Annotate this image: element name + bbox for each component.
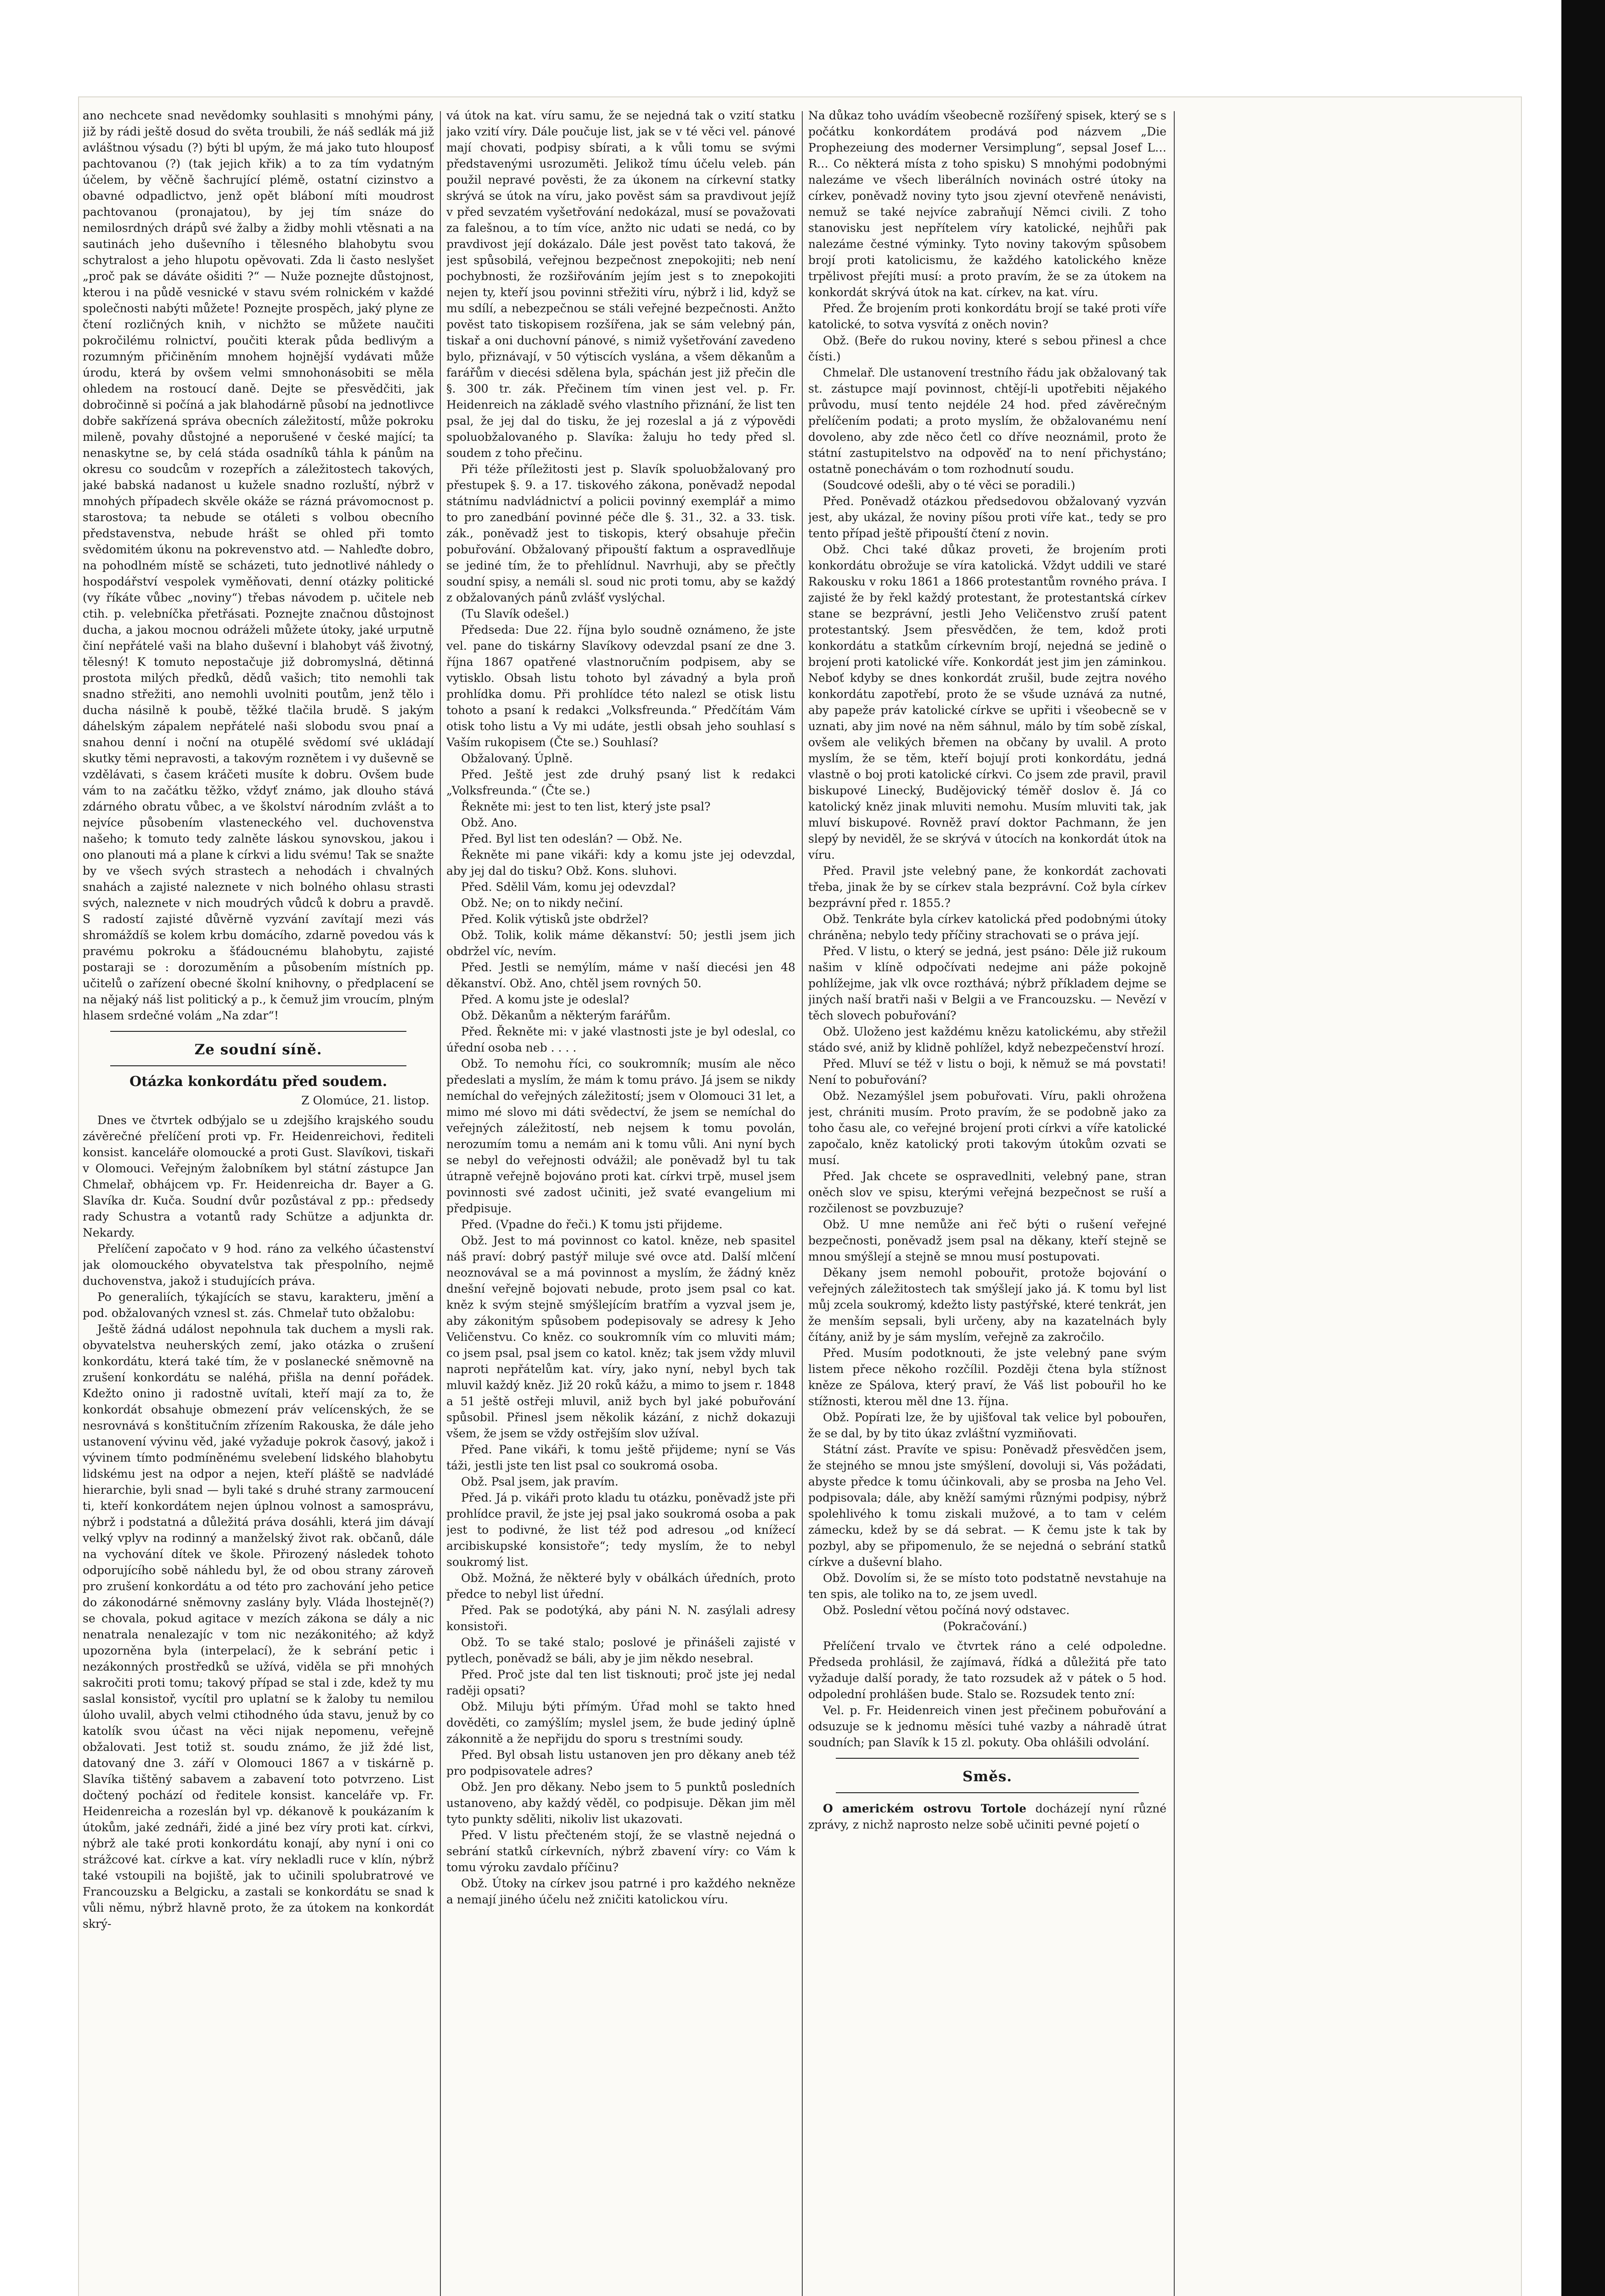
column-divider <box>802 111 803 2296</box>
article-text: Při téže příležitosti jest p. Slavík spoluobžalovaný pro přestupek §. 9. a 17. tiskového zákona, poněvadž nepodal státnímu nadvládnictví a policii povinný exemplář a mimo to pro zanedbání povinné péče dle §. 31., 32. a 33. tisk. zák., poněvadž jest to tiskopis, který obsahuje přečin pobuřování. Obžalovaný připouští faktum a ospravedlňuje se jediné tím, že to přehlídnul. Navrhuji, aby se přečtly soudní spisy, a nemáli sl. soud nic proti tomu, aby se každý z obžalovaných pánů zvlášť vyslýchal. <box>446 462 795 604</box>
article-lead: O americkém ostrovu Tortole <box>823 1802 1026 1815</box>
section-divider <box>110 1065 406 1066</box>
column-3 <box>808 107 1166 2296</box>
dialogue-line: Obž. U mne nemůže ani řeč býti o rušení veřejné bezpečnosti, poněvadž jsem psal na děkany, kteří stejně se mnou smýšlejí a stejně se mnou musí postupovati. <box>808 1218 1166 1263</box>
column-1 <box>83 107 434 2296</box>
dialogue-line: Obž. Psal jsem, jak pravím. <box>461 1475 619 1488</box>
dialogue-line: Obž. Jen pro děkany. Nebo jsem to 5 punktů posledních ustanoveno, aby každý věděl, co podpisuje. Děkan jim měl tyto punkty sděliti, nikoliv list ukazovati. <box>446 1780 795 1826</box>
dialogue-line: Státní zást. Pravíte ve spisu: Poněvadž přesvědčen jsem, že stejného se mnou jste smýšlení, dovoluji si, Vás požádati, abyste předce k tomu účinkovali, aby se prosba na Jeho Vel. podpisovala; dále, aby kněží samými různými podpisy, nýbrž spolehlivého k tomu ziskali mužové, a to tam v celém zámecku, kdež by se dá sebrat. — K čemu jste k tak by pozbyl, aby se připomenulo, že se nejedná o sebrání statků církve a duševní blaho. <box>808 1443 1166 1569</box>
dialogue-line: Obž. Děkanům a některým farářům. <box>461 1009 671 1022</box>
section-divider <box>836 1792 1139 1793</box>
dialogue-line: Řekněte mi: jest to ten list, který jste psal? <box>461 800 711 813</box>
dialogue-line: Předseda: Due 22. října bylo soudně oznámeno, že jste vel. pane do tiskárny Slavíkovy odevzdal psaní ze dne 3. října 1867 opatřené vlastnoručním podpisem, aby se vytisklo. Obsah listu tohoto byl závadný a byla proň prohlídka domu. Při prohlídce této nalezl se otisk listu tohoto a psaní k redakci „Volksfreunda.“ Předčítám Vám otisk toho listu a Vy mi udáte, jestli obsah jeho souhlasí s Vaším rukopisem (Čte se.) Souhlasí? <box>446 623 795 749</box>
dialogue-line: Obž. Nezamýšlel jsem pobuřovati. Víru, pakli ohrožena jest, chrániti musím. Proto pravím, že se podobně jako za toho času ale, co veřejné brojení proti církvi a víře katolické započalo, kněz katolický proti takovým útokům ozvati se musí. <box>808 1089 1166 1167</box>
article-headline: Otázka konkordátu před soudem. <box>129 1074 388 1090</box>
dialogue-line: Před. Byl obsah listu ustanoven jen pro děkany aneb též pro podpisovatele adres? <box>446 1748 795 1778</box>
article-text: (Tu Slavík odešel.) <box>461 607 569 620</box>
dialogue-line: Před. Sdělil Vám, komu jej odevzdal? <box>461 880 676 894</box>
dialogue-line: Obž. Miluju býti přímým. Úřad mohl se takto hned dověděti, co zamýšlím; myslel jsem, že bude jediný úplně zákonnitě a že nepřijdu do sporu s trestními soudy. <box>446 1700 795 1745</box>
dialogue-line: Před. Já p. vikáři proto kladu tu otázku, poněvadž jste při prohlídce pravil, že jste jej psal jako soukromá osoba a pak jest to podivné, že list též pod adresou „od knížecí arcibiskupské konsistoře“; tedy myslím, že to nebyl soukromý list. <box>446 1491 795 1569</box>
article-text: Dnes ve čtvrtek odbýjalo se u zdejšího krajského soudu závěrečné přelíčení proti vp. Fr. Heidenreichovi, řediteli konsist. kanceláře olomoucké a proti Gust. Slavíkovi, tiskaři v Olomouci. Veřejným žalobníkem byl státní zástupce Jan Chmelař, obhájcem vp. Fr. Heidenreicha dr. Bayer a G. Slavíka dr. Kuča. Soudní dvůr pozůstával z pp.: předsedy rady Schustra a votantů rady Schütze a adjunkta dr. Nekardy. <box>83 1114 434 1239</box>
dialogue-line: Obž. To nemohu říci, co soukromník; musím ale něco předeslati a myslím, že mám k tomu právo. Já jsem se nikdy nemíchal do veřejných záležitostí; jsem v Olomouci 31 let, a mimo mé slovo mi dáti svědectví, že jsem se nemíchal do veřejných záležitostí, neb nejsem k tomu povolán, nerozumím tomu a nemám ani k tomu vůli. Ani nyní bych se nebyl do veřejnosti odvážil; ale poněvadž byl tu tak útrapně veřejně bojováno proti kat. církvi trpě, musel jsem povinnosti své zadost učiniti, jež svaté evangelium mi předpisuje. <box>446 1057 795 1215</box>
dialogue-line: Obž. Tenkráte byla církev katolická před podobnými útoky chráněna; nebylo tedy příčiny strachovati se o práva její. <box>808 912 1166 942</box>
dialogue-line: Chmelař. Dle ustanovení trestního řádu jak obžalovaný tak st. zástupce mají povinnost, chtějí-li upotřebiti nějakého průvodu, musí tento nejdéle 24 hod. před závěrečným přelíčením podati; a proto myslím, že obžalovanému není dovoleno, aby zde něco četl co dříve neoznámil, proto že státní zastupitelstvo na odpověď na to není přichystáno; ostatně ponechávám o tom rozhodnutí soudu. <box>808 366 1166 476</box>
dialogue-line: Obž. Uloženo jest každému knězu katolickému, aby střežil stádo své, aniž by klidně pohlížel, když nebezpečenství hrozí. <box>808 1025 1166 1054</box>
dialogue-line: Obž. Ano. <box>461 816 518 829</box>
dialogue-line: Obžalovaný. Úplně. <box>461 752 573 765</box>
article-text: Na důkaz toho uvádím všeobecně rozšířený spisek, který se s počátku konkordátem prodává pod názvem „Die Prophezeiung des moderner Versimplung“, sepsal Josef L… R… Co některá místa z toho spisku) S mnohými podobnými nalezáme ve všech liberálních novinách ostré útoky na církev, poněvadž noviny tyto jsou zjevní otevřeně nenávisti, nemuž se také nejvíce zabraňují Němci civili. Z toho stanovisku jest nepřítelem víry katolické, nejhůři pak nalezáme čestné výminky. Tyto noviny takovým spůsobem brojí proti katolicismu, že každého katolického kněze trpělivost přejíti musí: a proto pravím, že se za útokem na konkordát skrývá útok na kat. církev, na kat. víru. <box>808 109 1166 299</box>
dialogue-line: Před. Mluví se též v listu o boji, k němuž se má povstati! Není to pobuřování? <box>808 1057 1166 1086</box>
section-heading: Ze soudní síně. <box>194 1041 322 1058</box>
dialogue-line: Před. Byl list ten odeslán? — Obž. Ne. <box>461 832 682 845</box>
article-dateline: Z Olomúce, 21. listop. <box>301 1094 429 1107</box>
dialogue-line: (Soudcové odešli, aby o té věci se poradili.) <box>823 478 1076 492</box>
dialogue-line: Před. Ještě jest zde druhý psaný list k redakci „Volksfreunda.“ (Čte se.) <box>446 768 795 797</box>
article-text: Vel. p. Fr. Heidenreich vinen jest přečinem pobuřování a odsuzuje se k jednomu měsíci tuhé vazby a náhradě útrat soudních; pan Slavík k 15 zl. pokuty. Oba ohlášili odvolání. <box>808 1704 1166 1749</box>
dialogue-line: Obž. Chci také důkaz proveti, že brojením proti konkordátu obrožuje se víra katolická. Vždyt uddili ve staré Rakousku v roku 1861 a 1866 protestantům rovného práva. I zajisté že by řekl každý protestant, že protestantská církev stane se bezprávní, jestli Jeho Veličenstvo zruší patent protestantský. Jsem přesvědčen, že tem, kdož proti konkordátu a statkům církevním brojí, nejedná se jedině o brojení proti katolické víře. Konkordát jest jim jen záminkou. Neboť kdyby se dnes konkordát zrušil, bude zejtra nového konkordátu zapotřebí, proto že se všude uznává za nutné, aby papeže práv katolické církve se upřiti i všeobecně se v uznati, aby jim nové na něm sáhnul, málo by tím sobě získal, ovšem ale velikých břemen na občany by uvalil. A proto myslím, že se těm, kteří bojují proti konkordátu, jedná vlastně o boj proti katolické církvi. Co jsem zde pravil, pravil biskupové Linecký, Budějovický téměř doslov ě. Já co katolický kněz jinak mluviti nemohu. Musím mluviti tak, jak mluví biskupové. Rovněž praví doktor Pachmann, že jen slepý by neviděl, že se skrývá v útocích na konkordát útok na víru. <box>808 543 1166 861</box>
dialogue-line: Před. Pak se podotýká, aby páni N. N. zasýlali adresy konsistoři. <box>446 1604 795 1633</box>
dialogue-line: Obž. Poslední větou počíná nový odstavec. <box>823 1604 1070 1617</box>
dialogue-line: Před. Proč jste dal ten list tisknouti; proč jste jej nedal raději opsati? <box>446 1668 795 1697</box>
article-text: vá útok na kat. víru samu, že se nejedná tak o vzití statku jako vzití víry. Dále poučuje list, jak se v té věci vel. pánové mají chovati, podpisy sbírati, a k vůli tomu se svými představenými usrozuměti. Jelikož tímu účelu veleb. pán použil nepravé pověsti, že za úkonem na církevní statky skrývá se útok na víru, jako pověst sám sa pravdivout jejíž v před sevzatém vyšetřování nedokázal, musí se považovati za falešnou, a to tím více, anžto nic udati se nedá, co by pravdivost její dokázalo. Dále jest pověst tato taková, že jest spůsobilá, veřejnou bezpečnost znepokojiti; neb není pochybnosti, že rozšiřováním jejím jest s to znepokojiti nejen ty, kteří jsou povinni střežiti víru, nýbrž i lid, když se mu sdílí, a nebezpečnou se stáli veřejné bezpečnosti. Anžto pověst tato tiskopisem rozšířena, jak se sám velebný pán, tiskař a oni duchovní pánové, s nimiž vyšetřování zavedeno bylo, přiznávají, v 50 výtiscích vyslána, a všem děkanům a farářům v diecési sdělena byla, spáchán jest již přečin dle §. 300 tr. zák. Přečinem tím vinen jest vel. p. Fr. Heidenreich na základě svého vlastního přiznání, že list ten psal, že jej dal do tisku, že jej rozeslal a já z výpovědi spoluobžalovaného p. Slavíka: žaluju ho tedy před sl. soudem z toho přečinu. <box>446 109 795 460</box>
column-divider <box>440 111 441 2296</box>
dialogue-line: Řekněte mi pane vikáři: kdy a komu jste jej odevzdal, aby jej dal do tisku? Obž. Kons. sluhovi. <box>446 848 795 878</box>
dialogue-line: Před. Řekněte mi: v jaké vlastnosti jste je byl odeslal, co úřední osoba neb . . . . <box>446 1025 795 1054</box>
dialogue-line: Děkany jsem nemohl pobouřit, protože bojování o veřejných záležitostech tak smýšlejí jako já. K tomu byl list můj zcela soukromý, kdežto listy pastýřské, které tenkrát, jen že menším sepsali, byli určeny, aby na kazatelnách byly čítány, aniž by je sám myslím, veřejně za zakročilo. <box>808 1266 1166 1344</box>
dialogue-line: Obž. (Beře do rukou noviny, které s sebou přinesl a chce čísti.) <box>808 334 1166 363</box>
dialogue-line: Před. V listu, o který se jedná, jest psáno: Děle již rukoum našim v klíně odpočívati nedejme ani páže pokojně pohlížejme, jak vlk ovce rozthává; nýbrž příkladem dejme se jiných naší bratři naši v Belgii a ve Francouzsku. — Nevězí v těch slovech pobuřování? <box>808 945 1166 1022</box>
section-heading: Směs. <box>962 1768 1013 1785</box>
article-text <box>808 1801 1166 1833</box>
dialogue-line: Před. Jak chcete se ospravedlniti, velebný pane, stran oněch slov ve spisu, kterými veřejná bezpečnost se ruší a rozčilenost se povzbuzuje? <box>808 1170 1166 1215</box>
section-divider <box>110 1031 406 1032</box>
dialogue-line: Před. Musím podotknouti, že jste velebný pane svým listem přece někoho rozčílil. Později čtena byla stížnost kněze ze Spálova, který praví, že Váš list pobouřil ho ke stížnosti, kterou měl dne 13. října. <box>808 1346 1166 1408</box>
dialogue-line: Před. Kolik výtisků jste obdržel? <box>461 912 648 926</box>
dialogue-line: Obž. Útoky na církev jsou patrné i pro každého neknězе a nemají jiného účelu než zničiti katolickou víru. <box>446 1877 795 1906</box>
column-divider <box>1174 111 1175 2296</box>
article-text: Přelíčení započato v 9 hod. ráno za velkého účastenství jak olomouckého obyvatelstva tak přespolního, nejmě duchovenstva, jakož i studujících práva. <box>83 1242 434 1288</box>
dialogue-line: Obž. Možná, že některé byly v obálkách úředních, proto předce to nebyl list úřední. <box>446 1571 795 1601</box>
dialogue-line: Před. A komu jste je odeslal? <box>461 993 630 1006</box>
article-text: Přelíčení trvalo ve čtvrtek ráno a celé odpoledne. Předseda prohlásil, že zajímavá, řídká a důležitá pře tato vyžaduje další porady, že tato rozsudek až v pátek o 5 hod. odpolední prohlášen bude. Stalo se. Rozsudek tento zní: <box>808 1639 1166 1701</box>
article-text-run: docházejí nyní různé zprávy, z nichž naprosto nelze sobě učiniti pevné pojetí o <box>808 1802 1166 1831</box>
dialogue-line: Před. Pravil jste velebný pane, že konkordát zachovati třeba, jinak že by se církev stala bezprávní. Což byla církev bezprávní před r. 1855.? <box>808 864 1166 910</box>
article-text: Po generaliích, týkajících se stavu, karakteru, jmění a pod. obžalovaných vznesl st. zás. Chmelař tuto obžalobu: <box>83 1290 434 1320</box>
article-text: ano nechcete snad nevědomky souhlasiti s mnohými pány, již by rádi ještě dosud do světa troubili, že náš sedlák má již avláštnou výsadu (?) býti bl upým, že má jako tuto hlouposť pachtovanou (?) (tak jejich křik) a to za tím vydatným účelem, by věčně šachrující plémě, ostatní cizinstvo a obavné odpadlictvo, jenž opět bláboní míti moudrost pachtovanou (pronajatou), by jej tím snáze do nemilosrdných drápů své žalby a židby mohli vtěsnati a na sautinách jeho duševního i tělesného blahobytu svou schytralost a jeho hlupotu opěvovati. Zda li často neslyšet „proč pak se dáváte ošiditi ?“ — Nuže poznejte důstojnost, kterou i na půdě vesnické v stavu svém rolnickém v každé společnosti nabýti můžete! Poznejte prospěch, jaký plyne ze čtení rozličných knih, v nichžto se můžete naučiti pokročilému rolnictví, poučiti kterak půda bedlivým a rozumným přičiněním mnohem hojnější vydávati může úrodu, která by ovšem velmi smnohonásobiti se měla ohledem na rostoucí daně. Dejte se přesvědčiti, jak dobročinně si počíná a jak blahodárně působí na jednotlivce dobře sakřízená správa obecních záležitostí, může pokroku mileně, povahy důstojné a neporušené v české mající; ta nenaskytne se, by celá stáda osadníků táhla k pánům na okresu co soudcům v rozepřích a záležitostech takových, jaké babská nadanost u kužele snadno rozluští, nýbrž v mnohých případech skvěle okáže se rázná právomocnost p. starostova; ta nebude se otáleti s volbou obecního představenstva, nebude hrášt se ohled při tomto svědomitém úkonu na pokrevenstvo atd. — Nahleďte dobro, na pohodlném místě se scházeti, tuto jednotlivé náhledy o hospodářství vespolek vyměňovati, denní otázky politické (vy říkáte vůbec „noviny“) třebas návodem p. učitele neb ctih. p. velebníčka přetřásati. Poznejte značnou důstojnost ducha, a jakou mocnou odráželi můžete útoky, jaké urputně činí nepřátelé vaši na blaho duševní i blahobyt váš životný, tělesný! K tomuto nepostačuje již dobromyslná, dětinná prostota milých předků, dědů vašich; tito nemohli tak snadno střežiti, ano nemohli uvolniti poutům, jenž tělo i ducha násilně k poubě, těžké tlačila brudě. S jakým dáhelským zápalem nepřátelé naši slobodu svou pnaí a snahou denní i noční na otupělé svědomí své ukládají skutky těmi nepravosti, a takovým roznětem i vy duševně se vzdělávati, s časem kráčeti musíte k dobru. Ovšem bude vám to na začátku těžko, vždyť známo, jak dlouho stává zdárného obratu vůbec, a ve školství národním zvlášt a to nejvíce působením vlasteneckého vel. duchovenstva našeho; k tomuto tedy zalněte láskou synovskou, jakou i ono planouti má a plane k církvi a lidu svému! Tak se snažte by ve všech svých strastech a nehodách i chvalných snahách a zajisté naleznete v nich bolného ohlasu strasti svých, naleznete v nich moudrých vůdců k dobru a pravdě. S radostí zajisté důvěrně vyzvání zavítají mezi vás shromáždíš se kolem krbu domácího, zdarně povedou vás k pravému pokroku a šťádoucnému blahobytu, zajisté postaraji se : dorozuměním a působením místních pp. učitelů o zařízení obecné školní knihovny, o předplacení se na nějaký náš list politický a p., k čemuž jim vroucím, plným hlasem srdečné volám „Na zdar“! <box>83 109 434 1022</box>
section-divider <box>836 1758 1139 1759</box>
column-2 <box>446 107 795 2296</box>
dialogue-line: Obž. Dovolím si, že se místo toto podstatně nevstahuje na ten spis, ale toliko na to, ze jsem uvedl. <box>808 1571 1166 1601</box>
dialogue-line: Před. Pane vikáři, k tomu ještě přijdeme; nyní se Vás táži, jestli jste ten list psal co soukromá osoba. <box>446 1443 795 1472</box>
dialogue-line: Obž. To se také stalo; poslové je přinášeli zajisté v pytlech, poněvadž se báli, aby je jim někdo nesebral. <box>446 1636 795 1665</box>
scan-border <box>1561 0 1605 2296</box>
newspaper-sheet <box>78 96 1522 2296</box>
dialogue-line: Obž. Tolik, kolik máme děkanství: 50; jestli jsem jich obdržel víc, nevím. <box>446 929 795 958</box>
dialogue-line: Před. V listu přečteném stojí, že se vlastně nejedná o sebrání statků církevních, nýbrž zbavení víry: co Vám k tomu výroku zavdalo příčinu? <box>446 1829 795 1874</box>
dialogue-line: Před. Poněvadž otázkou předsedovou obžalovaný vyzván jest, aby ukázal, že noviny píšou proti víře kat., tedy se pro tento případ ještě připouští čtení z novin. <box>808 495 1166 540</box>
dialogue-line: Obž. Ne; on to nikdy nečiní. <box>461 896 624 910</box>
dialogue-line: Obž. Jest to má povinnost co katol. kněze, neb spasitel náš praví: dobrý pastýř miluje své ovce atd. Další mlčení neoznovával se a má povinnost a myslím, že žádný kněz dnešní veřejně bojovati nebude, proto jsem psal co kat. kněz k svým stejně smýšlejícím bratřím a vyzval jsem je, aby zákonitým spůsobem podepisovaly se adresy k Jeho Veličenstvu. Co kněz. co soukromník vím co mluviti mám; co jsem psal, psal jsem co katol. kněz; tak jsem vždy mluvil naproti nepřátelům kat. víry, jako nyní, nebyl bych tak mluvil každý kněz. Již 20 roků kážu, a mimo to jsem r. 1848 a 51 ještě ostřeji mluvil, aniž bych byl jaké pobuřování spůsobil. Přinesl jsem několik kázání, z nichž dokazuji všem, že jsem se vždy ostřejším slov užíval. <box>446 1234 795 1440</box>
article-text: Ještě žádná událost nepohnula tak duchem a mysli rak. obyvatelstva neuherských zemí, jako otázka o zrušení konkordátu, která také tím, že v poslanecké sněmovně na zrušení konkordátu se naléhá, přišla na denní pořádek. Kdežto onino ji radostně uvítali, kteří mají za to, že konkordát obsahuje obmezení práv velícenských, že se nesrovnává s konštitučním zřízením Rakouska, že dále jeho ustanovení vývinu věd, jaké vyžaduje pokrok časový, jakož i vývinem tímto podmíněnému svelebení lidského blahobytu lidskému jest na odpor a nejen, kteří pláště se nadvládé hierarchie, byli snad — byli také s druhé strany zarmoucení ti, kteří konkordátem nejen úplnou volnost a samosprávu, nýbrž i podstatná a důležitá práva dosáhli, která jim dávají velký vplyv na rodinný a manželský život rak. občanů, dále na vychování dítek ve škole. Přirozený následek tohoto odporujícího sobě náhledu byl, že od obou strany zároveň pro zrušení konkordátu a od této pro zachování jeho petice do zákonodárné sněmovny zaslány byly. Vláda lhostejně(?) se chovala, pokud agitace v mezích zákona se dály a nic nenatrala nenalezajíc v tom nic nezákonitého; až když upozorněna byla (interpelací), že k sebrání petic i nezákonných prostředků se užívá, viděla se při mnohých sakročiti proti tomu; takový případ se stal i zde, kdež ty mu saslal konsistoř, vycítil pro uplatní se k žaloby tu nemilou úloho uvalil, abych velmi ctihodného úda stavu, jenuž by co katolík svou účast na věci nijak nepomenu, veřejně obžalovati. Jest totiž st. soudu známo, že již ždé list, datovaný dne 3. září v Olomouci 1867 a v tiskárně p. Slavíka tištěný sabavem a zabavení toto potvrzeno. List dočtený pochází od ředitele konsist. kanceláře vp. Fr. Heidenreicha a rozeslán byl vp. dékanově k poukázaním k útokům, jaké zednáři, židé a jiné bez víry proti kat. církvi, nýbrž ale také proti konkordátu konají, aby nyní i oni co strážcové kat. církve a kat. víry nekladli ruce v klín, nýbrž také vstoupili na bojiště, jak to učinili spolubratrové ve Francouzsku a Belgicku, a zastali se konkordátu se snad k vůli němu, nýbrž hlavně proto, že za útokem na konkordát skrý- <box>83 1322 434 1930</box>
dialogue-line: Před. Jestli se nemýlím, máme v naší diecési jen 48 děkanství. Obž. Ano, chtěl jsem rovných 50. <box>446 961 795 990</box>
dialogue-line: Před. (Vpadne do řeči.) K tomu jsti přijdeme. <box>461 1218 723 1231</box>
dialogue-line: Obž. Popírati lze, že by ujišťoval tak velice byl pobouřen, že se dal, by by tito úkaz zvláštní vyzmiňovati. <box>808 1411 1166 1440</box>
continuation-note: (Pokračování.) <box>943 1620 1027 1633</box>
dialogue-line: Před. Že brojením proti konkordátu brojí se také proti víře katolické, to sotva vysvítá z oněch novin? <box>808 302 1166 331</box>
